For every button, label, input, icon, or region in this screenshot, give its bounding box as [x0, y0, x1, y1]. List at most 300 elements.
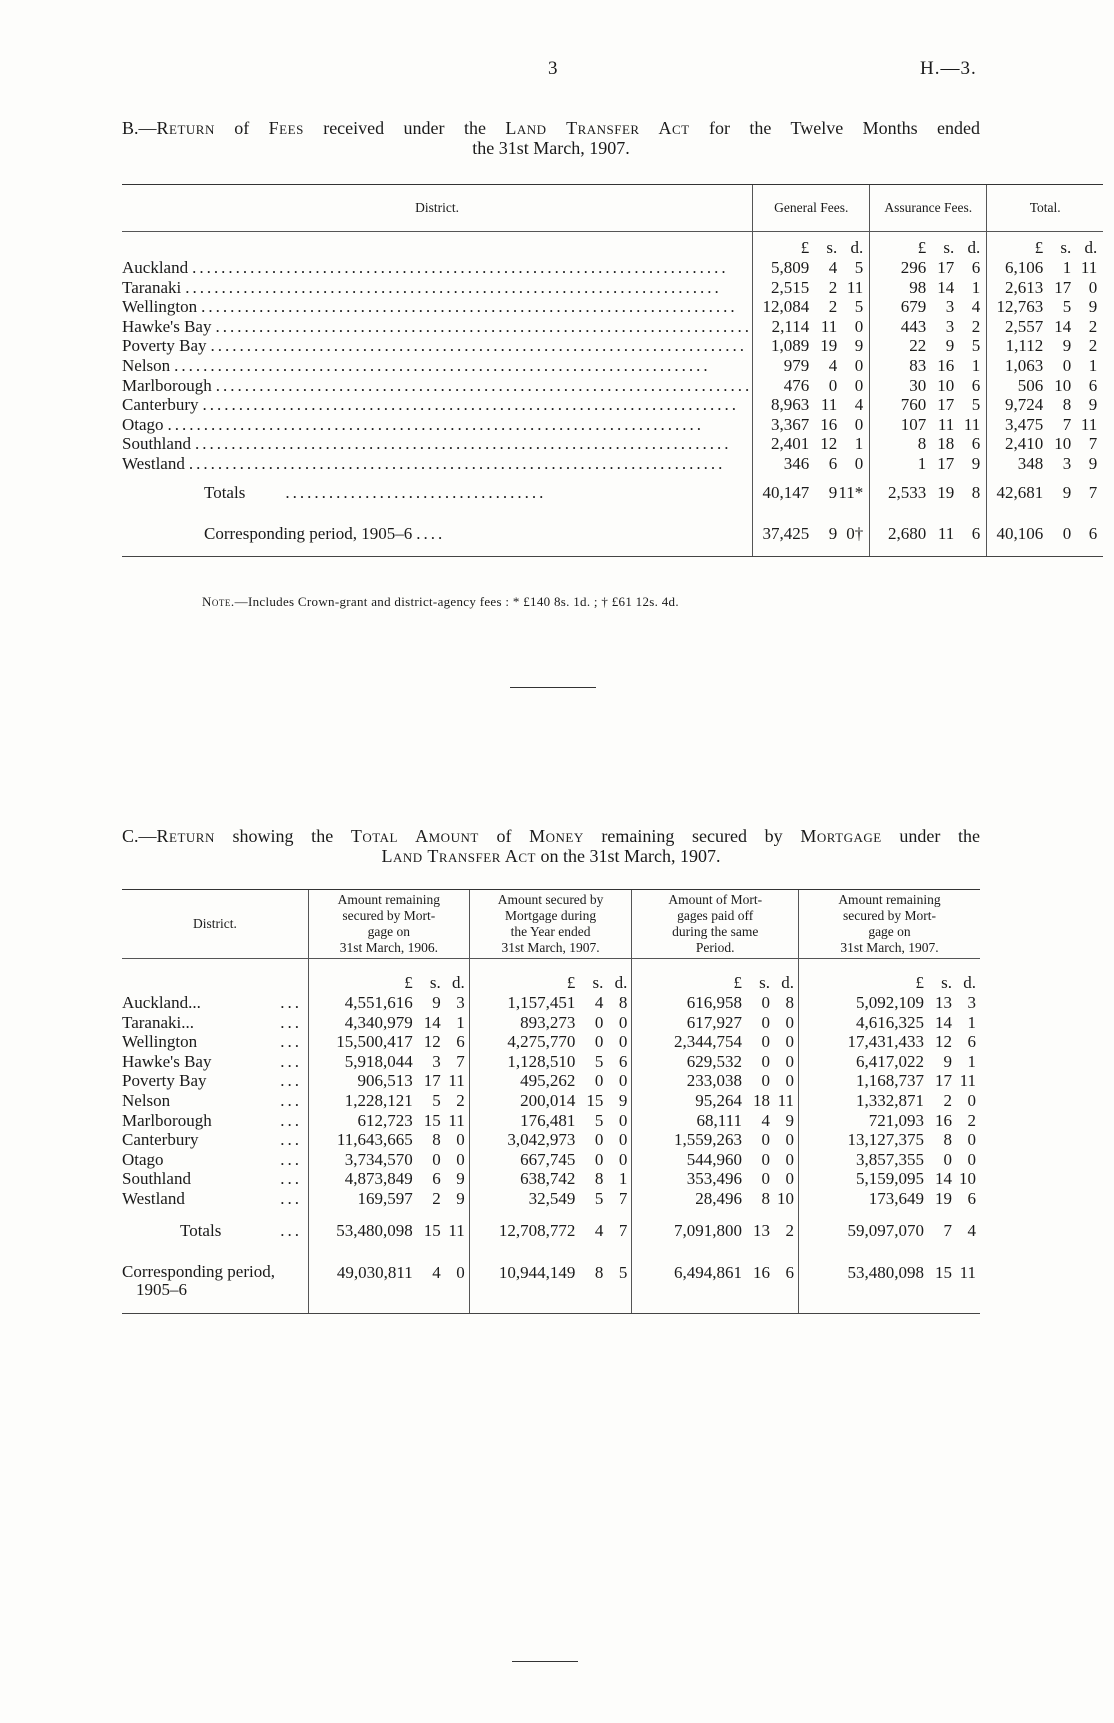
table-row: Southland ... 4,873,849 6 9 638,742 8 1 353,496 0 0 5,159,095 14 10	[122, 1169, 980, 1189]
pounds-value: 667,745	[520, 1149, 576, 1169]
table-row: Taranaki... ... 4,340,979 14 1 893,273 0 0 617,927 0 0 4,616,325 14 1	[122, 1013, 980, 1033]
corresponding-row: Corresponding period, 1905–6 49,030,811 4 0 10,944,149 8 5 6,494,861 16 6 53,480,098 15 11	[122, 1253, 980, 1314]
shillings-value: 17	[423, 1071, 441, 1091]
pounds-value: 4,275,770	[507, 1032, 576, 1052]
table-row: Otago ... 3,734,570 0 0 667,745 0 0 544,960 0 0 3,857,355 0 0	[122, 1150, 980, 1170]
shillings-value: 0	[761, 1032, 770, 1052]
district-name: Southland	[122, 1169, 191, 1189]
pence-value: 0	[618, 1110, 628, 1130]
pounds-value: 443	[900, 316, 927, 336]
header-remaining-1906: Amount remaining secured by Mort- gage on 31st March, 1906.	[308, 890, 469, 959]
shillings-value: 9	[1062, 336, 1072, 356]
pence-value: 6	[971, 375, 981, 395]
shillings-value: 16	[820, 414, 838, 434]
pounds-value: 5,092,109	[856, 993, 924, 1012]
pounds-value: 3,367	[770, 414, 810, 434]
district-name: Marlborough	[122, 375, 212, 395]
pounds-value: 37,425	[762, 523, 810, 543]
pence-value: 6	[1088, 375, 1098, 395]
pence-value: 0	[854, 355, 864, 375]
pence-value: 9	[785, 1110, 794, 1130]
pence-value: 6	[967, 1188, 976, 1208]
district-name: Otago	[122, 414, 164, 434]
pence-value: 9	[1088, 395, 1098, 415]
pounds-value: 629,532	[686, 1051, 742, 1071]
shillings-value: 3	[432, 1051, 441, 1071]
pence-value: 10	[776, 1188, 794, 1208]
pence-value: 0	[785, 1169, 794, 1189]
pounds-value: 346	[783, 453, 810, 473]
pence-value: 0	[456, 1130, 465, 1150]
shillings-value: 17	[937, 258, 955, 277]
section-divider	[510, 687, 596, 688]
table-row: Auckland .......................................................................... 5,809 4 5 296 17 6 6,106 1 11	[122, 258, 1103, 278]
district-name: Poverty Bay	[122, 336, 207, 356]
currency-units: £ s. d.	[733, 973, 794, 992]
district-name: Southland	[122, 434, 191, 454]
pence-value: 6	[971, 434, 981, 454]
shillings-value: 11	[820, 316, 838, 336]
shillings-value: 9	[828, 523, 838, 543]
shillings-value: 8	[594, 1262, 604, 1282]
pence-value: 5	[971, 395, 981, 415]
pence-value: 8	[785, 993, 794, 1012]
shillings-value: 0	[761, 1169, 770, 1189]
currency-units: £ s. d.	[1034, 238, 1098, 257]
pounds-value: 68,111	[696, 1110, 742, 1130]
pence-value: 8	[618, 993, 628, 1012]
pounds-value: 30	[909, 375, 927, 395]
pence-value: 0	[456, 1262, 465, 1282]
pence-value: 0	[785, 1032, 794, 1052]
pounds-value: 53,480,098	[336, 1220, 413, 1240]
district-name: Hawke's Bay	[122, 316, 212, 336]
table-row: Westland .......................................................................... 346 6 0 1 17 9 348 3 9	[122, 454, 1103, 474]
pence-value: 9	[456, 1169, 465, 1189]
shillings-value: 14	[935, 1169, 952, 1189]
pounds-value: 1,063	[1004, 355, 1044, 375]
pence-value: 0	[785, 1051, 794, 1071]
shillings-value: 0	[761, 1149, 770, 1169]
shillings-value: 5	[594, 1051, 604, 1071]
pence-value: 9	[1088, 453, 1098, 473]
currency-units: £ s. d.	[800, 238, 864, 257]
page-reference: H.—3.	[920, 58, 977, 79]
pence-value: 11	[846, 277, 864, 297]
pounds-value: 200,014	[520, 1090, 576, 1110]
pence-value: 4	[971, 297, 981, 317]
pence-value: 0	[785, 1130, 794, 1150]
corresponding-row: Corresponding period, 1905–6 .... 37,425 9 0† 2,680 11 6 40,106 0 6	[122, 512, 1103, 557]
shillings-value: 5	[432, 1090, 441, 1110]
district-name: Westland	[122, 1188, 185, 1208]
shillings-value: 9	[1062, 482, 1072, 502]
shillings-value: 5	[594, 1188, 604, 1208]
pounds-value: 4,551,616	[344, 993, 413, 1012]
shillings-value: 13	[935, 993, 952, 1012]
fees-note: Note.—Includes Crown-grant and district-agency fees : * £140 8s. 1d. ; † £61 12s. 4d.	[202, 594, 679, 609]
pence-value: 1	[1088, 355, 1098, 375]
header-district: District.	[122, 185, 753, 232]
currency-units: £ s. d.	[566, 973, 628, 992]
pounds-value: 5,918,044	[344, 1051, 413, 1071]
pence-value: 0	[1088, 277, 1098, 297]
district-name: Nelson	[122, 1090, 171, 1110]
pence-value: 9	[456, 1188, 465, 1208]
pounds-value: 3,475	[1004, 414, 1044, 434]
pounds-value: 40,147	[762, 482, 810, 502]
pounds-value: 53,480,098	[847, 1262, 924, 1282]
shillings-value: 14	[937, 277, 955, 297]
header-district: District.	[122, 890, 308, 959]
pounds-value: 13,127,375	[847, 1130, 924, 1150]
shillings-value: 14	[423, 1012, 441, 1032]
pence-value: 2	[1088, 336, 1098, 356]
pounds-value: 15,500,417	[336, 1032, 413, 1052]
pence-value: 7	[1088, 434, 1098, 454]
pounds-value: 5,809	[770, 258, 810, 277]
pence-value: 11*	[838, 482, 864, 502]
table-row: Poverty Bay ... 906,513 17 11 495,262 0 0 233,038 0 0 1,168,737 17 11	[122, 1071, 980, 1091]
header-assurance-fees: Assurance Fees.	[870, 185, 987, 232]
shillings-value: 12	[820, 434, 838, 454]
shillings-value: 0	[1062, 523, 1072, 543]
district-name: Nelson	[122, 355, 171, 375]
pence-value: 4	[854, 395, 864, 415]
pence-value: 9	[971, 453, 981, 473]
pence-value: 0	[854, 453, 864, 473]
shillings-value: 3	[945, 297, 955, 317]
pounds-value: 2,410	[1004, 434, 1044, 454]
header-remaining-1907: Amount remaining secured by Mort- gage on 31st March, 1907.	[798, 890, 980, 959]
pence-value: 11	[963, 414, 981, 434]
pence-value: 1	[618, 1169, 628, 1189]
shillings-value: 9	[828, 482, 838, 502]
shillings-value: 16	[752, 1262, 770, 1282]
shillings-value: 4	[828, 355, 838, 375]
shillings-value: 10	[1054, 375, 1072, 395]
totals-row: Totals .................................... 40,147 9 11* 2,533 19 8 42,681 9 7	[122, 474, 1103, 512]
pounds-value: 4,340,979	[344, 1012, 413, 1032]
pounds-value: 12,708,772	[498, 1220, 576, 1240]
table-c-title: C.—Return showing the Total Amount of Money remaining secured by Mortgage under the Land Transfer Act on the 31st March, 1907.	[122, 826, 980, 866]
pence-value: 3	[967, 993, 976, 1012]
pounds-value: 1,089	[770, 336, 810, 356]
pounds-value: 979	[783, 355, 810, 375]
shillings-value: 6	[828, 453, 838, 473]
pence-value: 2	[456, 1090, 465, 1110]
pounds-value: 353,496	[686, 1169, 742, 1189]
shillings-value: 0	[594, 1071, 604, 1091]
shillings-value: 2	[828, 297, 838, 317]
header-secured-during: Amount secured by Mortgage during the Year ended 31st March, 1907.	[469, 890, 632, 959]
pence-value: 10	[959, 1169, 976, 1189]
pounds-value: 107	[900, 414, 927, 434]
header-paid-off: Amount of Mort- gages paid off during the same Period.	[632, 890, 799, 959]
shillings-value: 4	[761, 1110, 770, 1130]
shillings-value: 11	[820, 395, 838, 415]
pence-value: 0	[785, 1149, 794, 1169]
pounds-value: 9,724	[1004, 395, 1044, 415]
pence-value: 8	[971, 482, 981, 502]
pounds-value: 8,963	[770, 395, 810, 415]
pounds-value: 173,649	[868, 1188, 924, 1208]
pence-value: 9	[854, 336, 864, 356]
shillings-value: 11	[937, 414, 955, 434]
pence-value: 2	[967, 1110, 976, 1130]
district-name: Hawke's Bay	[122, 1051, 212, 1071]
pence-value: 0	[854, 414, 864, 434]
shillings-value: 14	[935, 1012, 952, 1032]
shillings-value: 17	[935, 1071, 952, 1091]
pounds-value: 6,106	[1004, 258, 1044, 277]
pence-value: 6	[971, 523, 981, 543]
pence-value: 9	[618, 1090, 628, 1110]
pounds-value: 4,616,325	[856, 1012, 924, 1032]
shillings-value: 0	[1062, 355, 1072, 375]
pounds-value: 176,481	[520, 1110, 576, 1130]
shillings-value: 0	[594, 1032, 604, 1052]
district-name: Marlborough	[122, 1110, 212, 1130]
pence-value: 11	[1080, 414, 1098, 434]
pounds-value: 2,401	[770, 434, 810, 454]
pounds-value: 83	[909, 355, 927, 375]
shillings-value: 0	[761, 1012, 770, 1032]
pounds-value: 5,159,095	[856, 1169, 924, 1189]
shillings-value: 4	[432, 1262, 441, 1282]
pence-value: 11	[448, 1110, 465, 1130]
pence-value: 6	[967, 1032, 976, 1052]
pounds-value: 348	[1017, 453, 1044, 473]
district-name: Canterbury	[122, 1130, 199, 1150]
shillings-value: 8	[594, 1169, 604, 1189]
pounds-value: 2,515	[770, 277, 810, 297]
pence-value: 1	[967, 1051, 976, 1071]
shillings-value: 15	[586, 1090, 604, 1110]
pence-value: 7	[456, 1051, 465, 1071]
shillings-value: 9	[945, 336, 955, 356]
table-row: Marlborough ... 612,723 15 11 176,481 5 0 68,111 4 9 721,093 16 2	[122, 1111, 980, 1131]
district-name: Auckland...	[122, 993, 201, 1012]
shillings-value: 18	[937, 434, 955, 454]
pence-value: 0	[618, 1130, 628, 1150]
pence-value: 6	[785, 1262, 794, 1282]
pence-value: 6	[1088, 523, 1098, 543]
pence-value: 11	[959, 1071, 976, 1091]
district-name: Wellington	[122, 297, 198, 317]
pounds-value: 3,042,973	[507, 1130, 576, 1150]
pence-value: 7	[618, 1188, 628, 1208]
pence-value: 9	[1088, 297, 1098, 317]
pence-value: 0	[854, 316, 864, 336]
table-row: Nelson ... 1,228,121 5 2 200,014 15 9 95,264 18 11 1,332,871 2 0	[122, 1091, 980, 1111]
shillings-value: 0	[594, 1012, 604, 1032]
pounds-value: 40,106	[996, 523, 1044, 543]
pounds-value: 6,494,861	[673, 1262, 742, 1282]
pence-value: 4	[967, 1220, 976, 1240]
pence-value: 0	[967, 1149, 976, 1169]
pounds-value: 2,613	[1004, 277, 1044, 297]
pounds-value: 22	[909, 336, 927, 356]
district-name: Poverty Bay	[122, 1071, 207, 1091]
pence-value: 0	[618, 1012, 628, 1032]
shillings-value: 6	[432, 1169, 441, 1189]
pence-value: 1	[854, 434, 864, 454]
pence-value: 11	[448, 1071, 465, 1091]
shillings-value: 0	[594, 1130, 604, 1150]
mortgage-table	[122, 889, 980, 1314]
table-row: Canterbury ... 11,643,665 8 0 3,042,973 0 0 1,559,263 0 0 13,127,375 8 0	[122, 1130, 980, 1150]
pounds-value: 49,030,811	[336, 1262, 413, 1282]
shillings-value: 17	[937, 453, 955, 473]
currency-units: £ s. d.	[917, 238, 981, 257]
pounds-value: 893,273	[520, 1012, 576, 1032]
pence-value: 0	[967, 1090, 976, 1110]
pence-value: 6	[456, 1032, 465, 1052]
pounds-value: 760	[900, 395, 927, 415]
pounds-value: 544,960	[686, 1149, 742, 1169]
pounds-value: 233,038	[686, 1071, 742, 1091]
shillings-value: 14	[1054, 316, 1072, 336]
pounds-value: 11,643,665	[336, 1130, 413, 1150]
shillings-value: 11	[937, 523, 955, 543]
table-row: Hawke's Bay .......................................................................... 2,114 11 0 443 3 2 2,557 14 2	[122, 317, 1103, 337]
pounds-value: 42,681	[996, 482, 1044, 502]
shillings-value: 2	[943, 1090, 952, 1110]
pounds-value: 32,549	[528, 1188, 576, 1208]
shillings-value: 5	[1062, 297, 1072, 317]
pounds-value: 3,857,355	[856, 1149, 924, 1169]
shillings-value: 0	[432, 1149, 441, 1169]
pounds-value: 638,742	[520, 1169, 576, 1189]
shillings-value: 4	[594, 1220, 604, 1240]
pence-value: 0	[967, 1130, 976, 1150]
pence-value: 7	[618, 1220, 628, 1240]
shillings-value: 10	[1054, 434, 1072, 454]
shillings-value: 0	[761, 1071, 770, 1091]
table-b-title: B.—Return of Fees received under the Land Transfer Act for the Twelve Months ended the 31st March, 1907.	[122, 118, 981, 158]
pence-value: 2	[1088, 316, 1098, 336]
pence-value: 5	[854, 258, 864, 277]
shillings-value: 19	[820, 336, 838, 356]
shillings-value: 0	[761, 993, 770, 1012]
pence-value: 2	[971, 316, 981, 336]
shillings-value: 2	[828, 277, 838, 297]
shillings-value: 8	[761, 1188, 770, 1208]
shillings-value: 7	[943, 1220, 952, 1240]
shillings-value: 17	[937, 395, 955, 415]
pounds-value: 2,557	[1004, 316, 1044, 336]
shillings-value: 0	[943, 1149, 952, 1169]
shillings-value: 0	[761, 1130, 770, 1150]
end-divider	[512, 1661, 578, 1662]
pence-value: 5	[854, 297, 864, 317]
pounds-value: 1,559,263	[673, 1130, 742, 1150]
pounds-value: 721,093	[868, 1110, 924, 1130]
pounds-value: 1,332,871	[856, 1090, 924, 1110]
pounds-value: 1,168,737	[856, 1071, 924, 1091]
shillings-value: 3	[1062, 453, 1072, 473]
pence-value: 3	[456, 993, 465, 1012]
shillings-value: 0	[761, 1051, 770, 1071]
shillings-value: 17	[1054, 277, 1072, 297]
district-name: Westland	[122, 453, 185, 473]
pounds-value: 1,128,510	[507, 1051, 576, 1071]
shillings-value: 0	[828, 375, 838, 395]
shillings-value: 0	[594, 1149, 604, 1169]
pounds-value: 906,513	[357, 1071, 413, 1091]
pounds-value: 612,723	[357, 1110, 413, 1130]
pounds-value: 617,927	[686, 1012, 742, 1032]
pence-value: 0	[854, 375, 864, 395]
shillings-value: 19	[937, 482, 955, 502]
pence-value: 11	[448, 1220, 465, 1240]
pounds-value: 679	[900, 297, 927, 317]
table-row: Hawke's Bay ... 5,918,044 3 7 1,128,510 5 6 629,532 0 0 6,417,022 9 1	[122, 1052, 980, 1072]
pounds-value: 2,533	[887, 482, 927, 502]
pounds-value: 4,873,849	[344, 1169, 413, 1189]
pounds-value: 2,344,754	[673, 1032, 742, 1052]
shillings-value: 15	[935, 1262, 952, 1282]
pence-value: 6	[618, 1051, 628, 1071]
fees-table	[122, 184, 1103, 557]
pounds-value: 28,496	[695, 1188, 742, 1208]
pounds-value: 506	[1017, 375, 1044, 395]
table-row: Poverty Bay .......................................................................... 1,089 19 9 22 9 5 1,112 9 2	[122, 336, 1103, 356]
pounds-value: 95,264	[695, 1090, 742, 1110]
pence-value: 11	[1080, 258, 1098, 277]
shillings-value: 15	[423, 1220, 441, 1240]
table-row: Otago .......................................................................... 3,367 16 0 107 11 11 3,475 7 11	[122, 415, 1103, 435]
pounds-value: 3,734,570	[344, 1149, 413, 1169]
pence-value: 11	[777, 1090, 794, 1110]
pence-value: 1	[971, 355, 981, 375]
pounds-value: 10,944,149	[498, 1262, 576, 1282]
pence-value: 0	[618, 1149, 628, 1169]
table-row: Westland ... 169,597 2 9 32,549 5 7 28,496 8 10 173,649 19 6	[122, 1189, 980, 1209]
pounds-value: 495,262	[520, 1071, 576, 1091]
shillings-value: 8	[1062, 395, 1072, 415]
pence-value: 6	[971, 258, 981, 277]
table-row: Canterbury .......................................................................... 8,963 11 4 760 17 5 9,724 8 9	[122, 395, 1103, 415]
table-row: Wellington .......................................................................... 12,084 2 5 679 3 4 12,763 5 9	[122, 297, 1103, 317]
table-row: Marlborough .......................................................................... 476 0 0 30 10 6 506 10 6	[122, 376, 1103, 396]
table-row: Nelson .......................................................................... 979 4 0 83 16 1 1,063 0 1	[122, 356, 1103, 376]
shillings-value: 16	[935, 1110, 952, 1130]
currency-units: £ s. d.	[915, 973, 976, 992]
totals-row: Totals ... 53,480,098 15 11 12,708,772 4 7 7,091,800 13 2 59,097,070 7 4	[122, 1209, 980, 1253]
currency-units: £ s. d.	[404, 973, 465, 992]
shillings-value: 9	[432, 993, 441, 1012]
shillings-value: 12	[935, 1032, 952, 1052]
pounds-value: 8	[917, 434, 927, 454]
pence-value: 0	[785, 1071, 794, 1091]
shillings-value: 8	[432, 1130, 441, 1150]
pounds-value: 296	[900, 258, 927, 277]
shillings-value: 18	[752, 1090, 770, 1110]
shillings-value: 7	[1062, 414, 1072, 434]
pence-value: 0	[785, 1012, 794, 1032]
pence-value: 2	[785, 1220, 794, 1240]
pounds-value: 1,228,121	[344, 1090, 413, 1110]
shillings-value: 19	[935, 1188, 952, 1208]
pence-value: 1	[967, 1012, 976, 1032]
pounds-value: 1	[917, 453, 927, 473]
pounds-value: 7,091,800	[673, 1220, 742, 1240]
shillings-value: 5	[594, 1110, 604, 1130]
pence-value: 0	[456, 1149, 465, 1169]
header-general-fees: General Fees.	[753, 185, 870, 232]
